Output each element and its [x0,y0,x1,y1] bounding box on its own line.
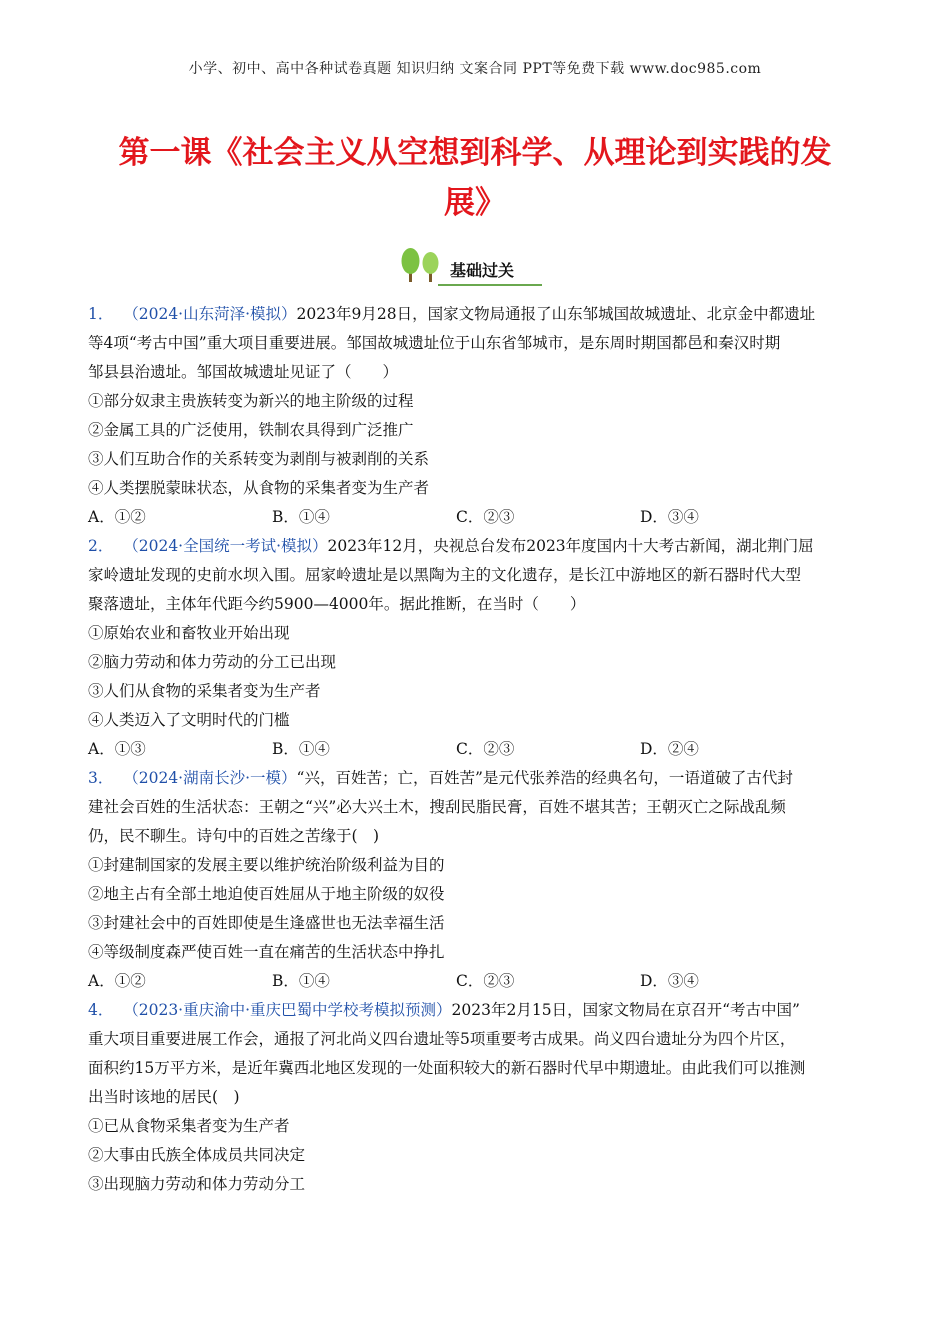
section-heading [398,248,558,288]
question-4 [88,996,868,1199]
option-a: A．①② [88,508,146,526]
answer-options [88,735,868,764]
option-a: A．①② [88,972,146,990]
section-underline [438,284,542,286]
statement-item: ②金属工具的广泛使用，铁制农具得到广泛推广 [88,421,414,439]
statement-item: ①部分奴隶主贵族转变为新兴的地主阶级的过程 [88,392,414,410]
statement-item: ③封建社会中的百姓即使是生逢盛世也无法幸福生活 [88,914,445,932]
question-text: “兴，百姓苦；亡，百姓苦”是元代张养浩的经典名句，一语道破了古代封 [296,769,793,787]
statement-item: ①封建制国家的发展主要以维护统治阶级利益为目的 [88,856,445,874]
question-text: 2023年12月，央视总台发布2023年度国内十大考古新闻，湖北荆门屈 [327,537,814,555]
title-line-1: 第一课《社会主义从空想到科学、从理论到实践的发 [118,135,832,171]
question-1 [88,300,868,532]
question-source: （2023·重庆渝中·重庆巴蜀中学校考模拟预测） [123,1001,452,1019]
option-b: B．①④ [272,508,330,526]
title-line-2: 展》 [444,185,506,221]
question-text: 建社会百姓的生活状态：王朝之“兴”必大兴土木，搜刮民脂民膏，百姓不堪其苦；王朝灭亡之际战乱频 [88,798,786,816]
statement-item: ③人们从食物的采集者变为生产者 [88,682,321,700]
page-header: 小学、初中、高中各种试卷真题 知识归纳 文案合同 PPT等免费下载 www.doc985.com [188,61,762,77]
question-source: （2024·全国统一考试·模拟） [123,537,328,555]
question-text: 等4项“考古中国”重大项目重要进展。邹国故城遗址位于山东省邹城市，是东周时期国都邑和秦汉时期 [88,334,781,352]
option-b: B．①④ [272,740,330,758]
statement-item: ②脑力劳动和体力劳动的分工已出现 [88,653,337,671]
question-list [88,300,868,1199]
statement-item: ③人们互助合作的关系转变为剥削与被剥削的关系 [88,450,430,468]
statement-item: ①原始农业和畜牧业开始出现 [88,624,290,642]
question-text: 2023年2月15日，国家文物局在京召开“考古中国” [451,1001,800,1019]
section-label: 基础过关 [450,261,515,280]
option-c: C．②③ [456,972,515,990]
question-text: 面积约15万平方米，是近年冀西北地区发现的一处面积较大的新石器时代早中期遗址。由此我们可以推测 [88,1059,806,1077]
question-number: 1． [88,305,114,323]
question-2 [88,532,868,764]
statement-item: ④人类摆脱蒙昧状态，从食物的采集者变为生产者 [88,479,430,497]
question-number: 2． [88,537,114,555]
question-number: 4． [88,1001,114,1019]
option-d: D．③④ [640,972,699,990]
question-text: 出当时该地的居民( ) [88,1088,240,1106]
question-text: 聚落遗址，主体年代距今约5900—4000年。据此推断，在当时（ ） [88,595,586,613]
question-source: （2024·山东菏泽·模拟） [123,305,297,323]
statement-item: ④等级制度森严使百姓一直在痛苦的生活状态中挣扎 [88,943,445,961]
option-d: D．②④ [640,740,699,758]
option-c: C．②③ [456,740,515,758]
statement-item: ②大事由氏族全体成员共同决定 [88,1146,306,1164]
lesson-title [80,128,870,228]
question-number: 3． [88,769,114,787]
statement-item: ③出现脑力劳动和体力劳动分工 [88,1175,306,1193]
statement-item: ①已从食物采集者变为生产者 [88,1117,290,1135]
option-d: D．③④ [640,508,699,526]
option-b: B．①④ [272,972,330,990]
statement-item: ④人类迈入了文明时代的门槛 [88,711,290,729]
question-text: 重大项目重要进展工作会，通报了河北尚义四台遗址等5项重要考古成果。尚义四台遗址分为四个片区， [88,1030,796,1048]
option-c: C．②③ [456,508,515,526]
statement-item: ②地主占有全部土地迫使百姓屈从于地主阶级的奴役 [88,885,445,903]
question-text: 家岭遗址发现的史前水坝入围。屈家岭遗址是以黑陶为主的文化遗存，是长江中游地区的新石器时代大型 [88,566,802,584]
option-a: A．①③ [88,740,146,758]
tree-icon [398,248,446,284]
answer-options [88,503,868,532]
question-text: 2023年9月28日，国家文物局通报了山东邹城国故城遗址、北京金中都遗址 [296,305,816,323]
question-3 [88,764,868,996]
question-source: （2024·湖南长沙·一模） [123,769,297,787]
question-text: 邹县县治遗址。邹国故城遗址见证了（ ） [88,363,399,381]
question-text: 仍，民不聊生。诗句中的百姓之苦缘于( ) [88,827,380,845]
answer-options [88,967,868,996]
